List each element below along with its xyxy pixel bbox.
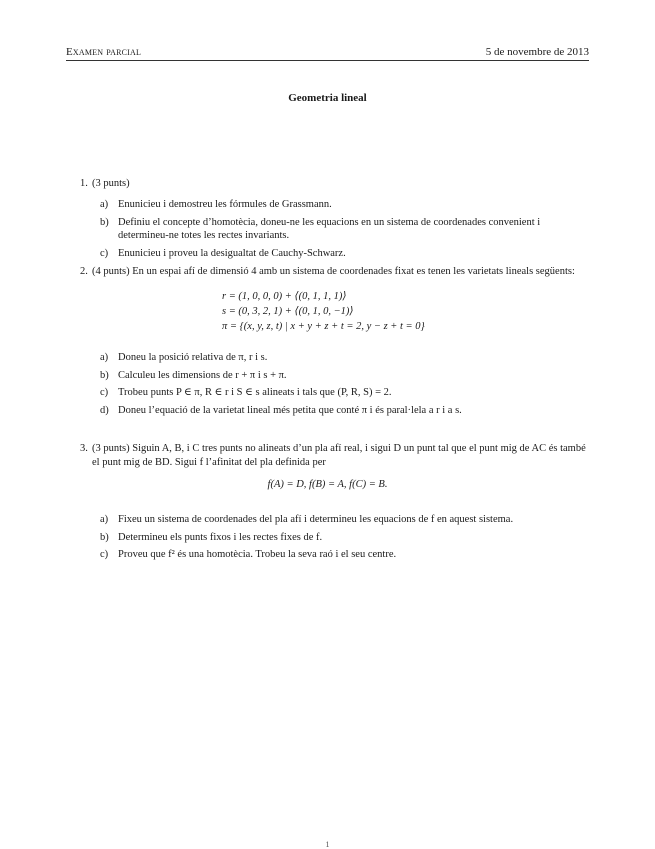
part-item bbox=[100, 386, 590, 400]
part-text: Determineu els punts fixos i les rectes fixes de f. bbox=[118, 531, 323, 543]
part-item bbox=[100, 513, 590, 527]
part-text: Fixeu un sistema de coordenades del pla afí i determineu les equacions de f en aquest sistema. bbox=[118, 514, 514, 525]
header-course-label: Examen parcial bbox=[66, 46, 142, 58]
problem-1 bbox=[80, 177, 590, 191]
part-text: Doneu la posició relativa de π, r i s. bbox=[118, 352, 268, 363]
problem-3 bbox=[80, 442, 590, 469]
problem-3-parts bbox=[100, 513, 590, 566]
part-text: Trobeu punts P ∈ π, R ∈ r i S ∈ s alineats i tals que (P, R, S) = 2. bbox=[118, 387, 392, 399]
part-text: Calculeu les dimensions de r + π i s + π. bbox=[118, 369, 287, 381]
part-item bbox=[100, 216, 590, 243]
part-text: Proveu que f² és una homotècia. Trobeu la seva raó i el seu centre. bbox=[118, 549, 397, 561]
part-item bbox=[100, 351, 590, 365]
part-text: Definiu el concepte d’homotècia, doneu-ne les equacions en un sistema de coordenades convenient i determineu-ne totes les rectes invariants. bbox=[118, 216, 541, 242]
page-number: 1 bbox=[325, 840, 330, 849]
part-item bbox=[100, 548, 590, 562]
part-label: a) bbox=[100, 514, 109, 525]
part-label: b) bbox=[100, 369, 109, 381]
equation-s: s = (0, 3, 2, 1) + ⟨(0, 1, 0, −1)⟩ bbox=[222, 306, 354, 317]
page-header bbox=[66, 46, 589, 60]
problem-number: 2. bbox=[80, 266, 88, 277]
part-label: a) bbox=[100, 352, 109, 363]
problem-2-parts bbox=[100, 351, 590, 421]
page-title: Geometria lineal bbox=[288, 92, 367, 104]
part-text: Doneu l’equació de la varietat lineal més petita que conté π i és paral·lela a r i a s. bbox=[118, 404, 462, 416]
part-label: b) bbox=[100, 531, 109, 543]
part-item bbox=[100, 404, 590, 418]
part-item bbox=[100, 198, 590, 212]
part-item bbox=[100, 369, 590, 383]
problem-intro: (3 punts) bbox=[92, 178, 130, 189]
problem-2 bbox=[80, 265, 590, 279]
part-label: c) bbox=[100, 549, 109, 561]
equation-f: f(A) = D, f(B) = A, f(C) = B. bbox=[267, 479, 388, 490]
problem-number: 3. bbox=[80, 443, 88, 454]
part-item bbox=[100, 247, 590, 261]
problem-number: 1. bbox=[80, 178, 88, 189]
problem-1-parts bbox=[100, 198, 590, 264]
problem-intro: (4 punts) En un espai afí de dimensió 4 amb un sistema de coordenades fixat es tenen les varietats lineals següents: bbox=[92, 266, 575, 277]
part-item bbox=[100, 531, 590, 545]
equation-pi: π = {(x, y, z, t) | x + y + z + t = 2, y − z + t = 0} bbox=[222, 321, 425, 332]
part-label: d) bbox=[100, 404, 109, 416]
problem-intro: (3 punts) Siguin A, B, i C tres punts no alineats d’un pla afí real, i sigui D un punt tal que el punt mig de AC és també el punt mig de BD. Sigui f l’afinitat del pla definida per bbox=[92, 443, 586, 468]
part-text: Enunicieu i proveu la desigualtat de Cauchy-Schwarz. bbox=[118, 247, 346, 259]
part-label: c) bbox=[100, 387, 109, 399]
part-label: a) bbox=[100, 199, 109, 210]
part-label: b) bbox=[100, 216, 109, 228]
part-label: c) bbox=[100, 247, 109, 259]
equation-r: r = (1, 0, 0, 0) + ⟨(0, 1, 1, 1)⟩ bbox=[222, 291, 347, 302]
header-date: 5 de novembre de 2013 bbox=[485, 46, 589, 58]
part-text: Enunicieu i demostreu les fórmules de Grassmann. bbox=[118, 199, 332, 210]
header-rule bbox=[66, 60, 589, 61]
